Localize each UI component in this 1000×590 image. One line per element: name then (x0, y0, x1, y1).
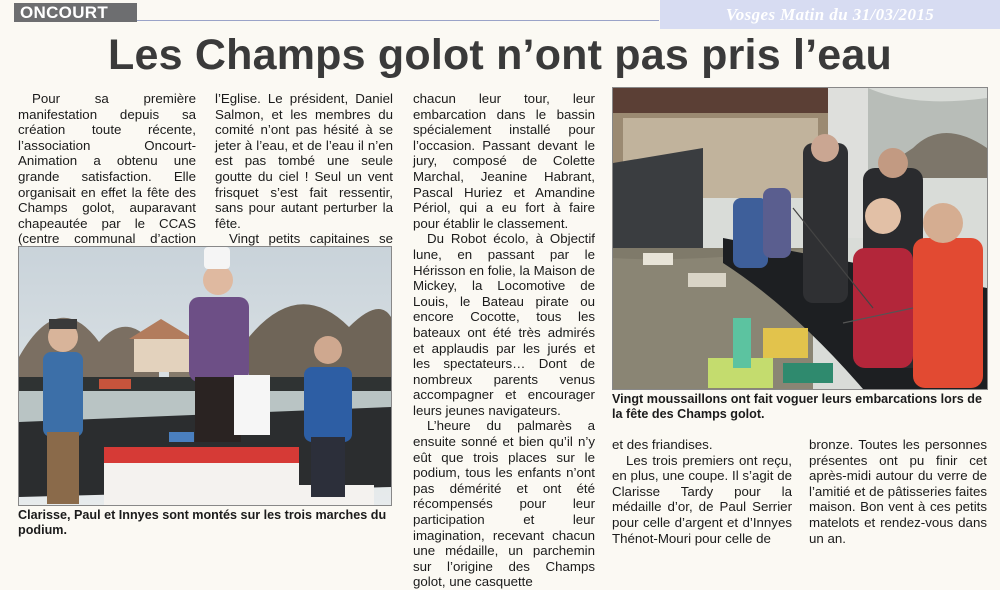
header-rule (137, 20, 659, 21)
newspaper-banner: Vosges Matin du 31/03/2015 (660, 0, 1000, 29)
paragraph: Vingt petits capitaines se (229, 231, 393, 247)
boats-photo (612, 87, 988, 390)
section-tag: ONCOURT (14, 3, 137, 22)
column-4 (612, 437, 792, 546)
right-photo-caption: Vingt moussaillons ont fait voguer leurs embarcations lors de la fête des Champs golot. (612, 392, 982, 421)
paragraph: Pour sa première manifestation depuis sa création toute récente, l’association Oncourt-Animation a obtenu une grande satisfaction. Elle organisait en effet la fête des Champs golot, auparavant chapeautée par le CCAS (centre communal d’action (18, 91, 196, 247)
paragraph: chacun leur tour, leur embarcation dans le bassin spécialement installé pour l’occasion. Passant devant le jury, composé de Colette Marchal, Jeanine Habrant, Pascal Huriez et Amandine Périol, qui a eu fort à faire pour établir le classement. (413, 91, 595, 231)
paragraph: L’heure du palmarès a ensuite sonné et bien qu’il n’y eût que trois places sur le podium, tous les enfants n’ont pas démérité et ont été récompensés pour leur participation et leur imagination, recevant chacun une médaille, un parchemin sur l’origine des Champs golot, une casquette (413, 418, 595, 590)
paragraph: Les trois premiers ont reçu, en plus, une coupe. Il s’agit de Clarisse Tardy pour la médaille d’or, de Paul Serrier pour celle d’argent et d’Innyes Thénot-Mouri pour celle de (612, 452, 792, 546)
column-3 (413, 91, 595, 590)
column-5 (809, 437, 987, 546)
podium-photo (18, 246, 392, 506)
paragraph: et des friandises. (612, 437, 713, 452)
headline: Les Champs golot n’ont pas pris l’eau (108, 31, 892, 79)
paragraph: Du Robot écolo, à Objectif lune, en passant par le Hérisson en folie, la Maison de Mickey, la Locomotive de Louis, le Bateau pirate ou encore Cocotte, tous les bateaux ont été très admirés et applaudis par les jurés et les spectateurs… Dont de nombreux parents venus accompagner et encourager leurs jeunes navigateurs. (413, 231, 595, 418)
paragraph: l’Eglise. Le président, Daniel Salmon, et les membres du comité n’ont pas hésité à se jeter à l’eau, et de l’eau il n’en est pas tombé une seule goutte du ciel ! Seul un vent frisquet s’est fait ressentir, sans pour autant perturber la fête. (215, 91, 393, 231)
paragraph: bronze. Toutes les personnes présentes ont pu finir cet après-midi autour du verre de l’amitié et de pâtisseries faites maison. Bon vent à ces petits matelots et rendez-vous dans un an. (809, 437, 987, 546)
column-2 (215, 91, 393, 263)
left-photo-caption: Clarisse, Paul et Innyes sont montés sur les trois marches du podium. (18, 508, 387, 537)
